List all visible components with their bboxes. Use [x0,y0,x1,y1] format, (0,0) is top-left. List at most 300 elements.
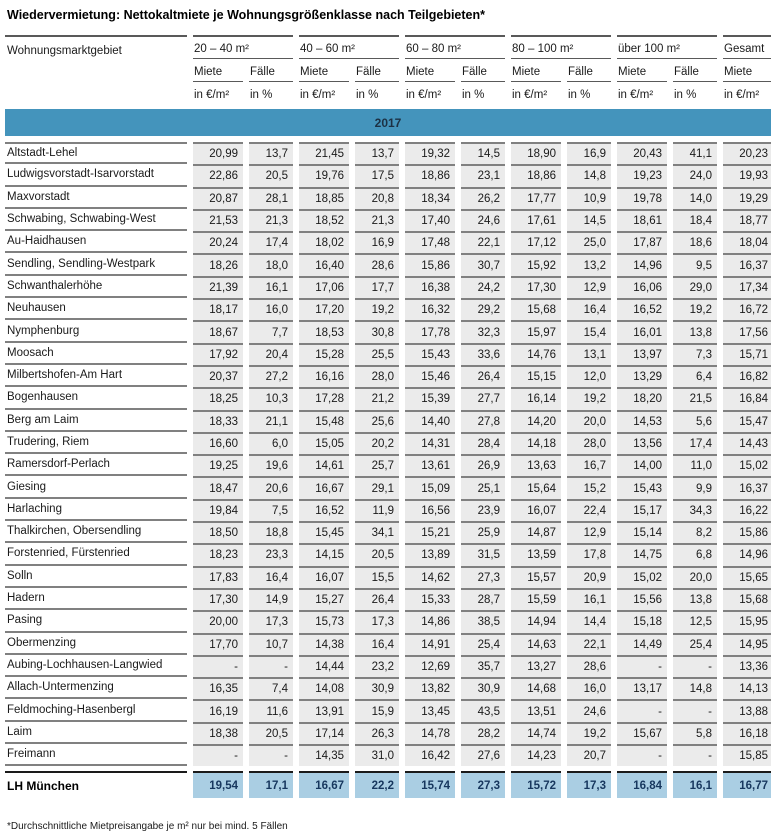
value-cell: 15,09 [405,476,455,498]
table-row [5,699,771,721]
table-body [5,142,771,766]
col-unit: in €/m² [194,89,230,101]
value-cell: 22,1 [567,633,611,655]
value-cell: 38,5 [461,610,505,632]
value-cell: 15,45 [299,521,349,543]
value-cell: 17,40 [405,209,455,231]
value-cell: 13,88 [723,699,771,721]
value-cell: 17,06 [299,276,349,298]
value-cell: 7,4 [249,677,293,699]
table-row [5,187,771,209]
value-cell: 18,0 [249,253,293,275]
value-cell: 15,17 [617,499,667,521]
value-cell: 17,8 [567,543,611,565]
value-cell: 16,0 [249,298,293,320]
col-label: Miete [405,59,455,82]
value-cell: 25,1 [461,476,505,498]
value-cell: 19,2 [567,722,611,744]
total-value-cell: 16,77 [723,771,771,798]
column-group-20-40: 20 – 40 m² [193,35,293,59]
value-cell: 22,1 [461,231,505,253]
col-label: Fälle [461,59,505,82]
value-cell: 14,13 [723,677,771,699]
value-cell: 19,29 [723,187,771,209]
value-cell: 18,67 [193,320,243,342]
value-cell: 15,86 [723,521,771,543]
value-cell: 14,91 [405,633,455,655]
table-header-measures [5,59,771,82]
value-cell: 17,30 [193,588,243,610]
value-cell: 20,23 [723,142,771,164]
value-cell: 7,7 [249,320,293,342]
value-cell: 13,51 [511,699,561,721]
value-cell: 19,6 [249,454,293,476]
value-cell: 15,64 [511,476,561,498]
value-cell: 15,2 [567,476,611,498]
value-cell: 20,8 [355,187,399,209]
table-row [5,164,771,186]
col-label: Fälle [673,59,717,82]
value-cell: 11,0 [673,454,717,476]
value-cell: 6,0 [249,432,293,454]
table-row [5,454,771,476]
value-cell: 15,68 [723,588,771,610]
table-row [5,276,771,298]
value-cell: 18,34 [405,187,455,209]
total-value-cell: 15,72 [511,771,561,798]
value-cell: 14,68 [511,677,561,699]
column-header-area: Wohnungsmarktgebiet [5,35,187,59]
value-cell: 14,35 [299,744,349,766]
column-group-80-100: 80 – 100 m² [511,35,611,59]
value-cell: 15,59 [511,588,561,610]
value-cell: 18,50 [193,521,243,543]
value-cell: 15,02 [723,454,771,476]
table-header-units [5,82,771,104]
value-cell: 7,3 [673,343,717,365]
value-cell: 17,30 [511,276,561,298]
value-cell: 21,2 [355,387,399,409]
value-cell: 15,05 [299,432,349,454]
value-cell: 11,6 [249,699,293,721]
value-cell: 17,61 [511,209,561,231]
district-name: Solln [5,566,187,588]
value-cell: 17,87 [617,231,667,253]
value-cell: 10,7 [249,633,293,655]
value-cell: 14,76 [511,343,561,365]
value-cell: 16,35 [193,677,243,699]
table-row [5,142,771,164]
value-cell: 17,48 [405,231,455,253]
value-cell: 13,8 [673,320,717,342]
value-cell: 24,2 [461,276,505,298]
value-cell: - [617,699,667,721]
value-cell: 5,6 [673,410,717,432]
value-cell: 17,34 [723,276,771,298]
table-row [5,633,771,655]
value-cell: - [617,655,667,677]
value-cell: 14,40 [405,410,455,432]
value-cell: 18,25 [193,387,243,409]
value-cell: 31,5 [461,543,505,565]
value-cell: 12,69 [405,655,455,677]
value-cell: 14,20 [511,410,561,432]
value-cell: 14,49 [617,633,667,655]
total-value-cell: 22,2 [355,771,399,798]
table-row [5,231,771,253]
value-cell: 13,17 [617,677,667,699]
value-cell: 7,5 [249,499,293,521]
value-cell: 16,38 [405,276,455,298]
value-cell: 17,5 [355,164,399,186]
value-cell: 25,6 [355,410,399,432]
value-cell: 17,70 [193,633,243,655]
value-cell: 17,3 [249,610,293,632]
value-cell: 18,47 [193,476,243,498]
value-cell: 15,21 [405,521,455,543]
district-name: Maxvorstadt [5,187,187,209]
col-unit: in % [462,89,485,101]
district-name: Berg am Laim [5,410,187,432]
value-cell: 13,7 [249,142,293,164]
value-cell: 13,2 [567,253,611,275]
table-row [5,209,771,231]
value-cell: 14,96 [723,543,771,565]
total-value-cell: 17,1 [249,771,293,798]
value-cell: 28,0 [567,432,611,454]
value-cell: 19,2 [355,298,399,320]
district-name: Neuhausen [5,298,187,320]
value-cell: 18,38 [193,722,243,744]
value-cell: - [673,699,717,721]
table-row [5,722,771,744]
value-cell: 34,1 [355,521,399,543]
value-cell: 16,22 [723,499,771,521]
col-label: Miete [723,59,771,82]
value-cell: 27,8 [461,410,505,432]
value-cell: 25,4 [673,633,717,655]
value-cell: 18,53 [299,320,349,342]
column-group-60-80: 60 – 80 m² [405,35,505,59]
value-cell: 12,0 [567,365,611,387]
value-cell: 17,78 [405,320,455,342]
value-cell: 16,37 [723,253,771,275]
value-cell: 26,2 [461,187,505,209]
total-row-name: LH München [5,771,187,798]
value-cell: 16,56 [405,499,455,521]
total-row [5,771,771,798]
value-cell: 16,19 [193,699,243,721]
value-cell: 17,14 [299,722,349,744]
district-name: Sendling, Sendling-Westpark [5,253,187,275]
col-label: Miete [193,59,243,82]
table-row [5,320,771,342]
value-cell: 13,27 [511,655,561,677]
table-row [5,744,771,766]
column-group-over-100: über 100 m² [617,35,717,59]
value-cell: 15,68 [511,298,561,320]
value-cell: 14,4 [567,610,611,632]
value-cell: 15,85 [723,744,771,766]
total-value-cell: 16,1 [673,771,717,798]
value-cell: 23,9 [461,499,505,521]
value-cell: 13,63 [511,454,561,476]
value-cell: 17,83 [193,566,243,588]
col-label: Miete [617,59,667,82]
district-name: Obermenzing [5,633,187,655]
value-cell: 20,0 [673,566,717,588]
value-cell: 15,18 [617,610,667,632]
value-cell: 14,23 [511,744,561,766]
value-cell: 18,52 [299,209,349,231]
district-name: Nymphenburg [5,320,187,342]
value-cell: 28,7 [461,588,505,610]
value-cell: 14,08 [299,677,349,699]
district-name: Allach-Untermenzing [5,677,187,699]
value-cell: 18,02 [299,231,349,253]
total-value-cell: 17,3 [567,771,611,798]
value-cell: 15,9 [355,699,399,721]
value-cell: 25,0 [567,231,611,253]
table-row [5,588,771,610]
value-cell: 28,2 [461,722,505,744]
table-row [5,677,771,699]
value-cell: 17,4 [249,231,293,253]
value-cell: 21,39 [193,276,243,298]
value-cell: 15,71 [723,343,771,365]
value-cell: 15,46 [405,365,455,387]
value-cell: 16,1 [249,276,293,298]
district-name: Feldmoching-Hasenbergl [5,699,187,721]
year-band: 2017 [5,109,771,136]
column-group-40-60: 40 – 60 m² [299,35,399,59]
value-cell: 15,92 [511,253,561,275]
value-cell: 28,0 [355,365,399,387]
value-cell: 20,2 [355,432,399,454]
value-cell: 30,8 [355,320,399,342]
value-cell: 16,14 [511,387,561,409]
value-cell: 5,8 [673,722,717,744]
value-cell: - [193,655,243,677]
value-cell: 29,0 [673,276,717,298]
value-cell: 14,94 [511,610,561,632]
table-row [5,343,771,365]
col-label: Miete [511,59,561,82]
value-cell: 12,9 [567,276,611,298]
value-cell: 16,4 [567,298,611,320]
value-cell: 32,3 [461,320,505,342]
value-cell: 14,0 [673,187,717,209]
value-cell: 16,4 [355,633,399,655]
value-cell: 14,74 [511,722,561,744]
table-row [5,476,771,498]
table-row [5,432,771,454]
value-cell: 16,4 [249,566,293,588]
value-cell: 20,9 [567,566,611,588]
value-cell: 14,87 [511,521,561,543]
value-cell: 19,93 [723,164,771,186]
value-cell: 33,6 [461,343,505,365]
value-cell: - [249,655,293,677]
total-value-cell: 16,84 [617,771,667,798]
value-cell: 15,4 [567,320,611,342]
value-cell: 14,43 [723,432,771,454]
value-cell: 27,6 [461,744,505,766]
value-cell: 14,75 [617,543,667,565]
value-cell: 13,56 [617,432,667,454]
value-cell: 21,5 [673,387,717,409]
value-cell: 13,59 [511,543,561,565]
value-cell: 18,23 [193,543,243,565]
value-cell: 16,07 [511,499,561,521]
value-cell: 14,38 [299,633,349,655]
value-cell: 14,5 [461,142,505,164]
value-cell: 16,60 [193,432,243,454]
value-cell: 13,82 [405,677,455,699]
value-cell: 19,84 [193,499,243,521]
value-cell: 19,2 [567,387,611,409]
value-cell: 17,12 [511,231,561,253]
value-cell: 16,01 [617,320,667,342]
value-cell: 15,47 [723,410,771,432]
value-cell: 14,15 [299,543,349,565]
col-unit: in €/m² [300,89,336,101]
value-cell: 14,5 [567,209,611,231]
value-cell: 28,6 [567,655,611,677]
value-cell: 21,1 [249,410,293,432]
value-cell: 13,45 [405,699,455,721]
col-label: Miete [299,59,349,82]
value-cell: 13,61 [405,454,455,476]
value-cell: 15,56 [617,588,667,610]
value-cell: 27,3 [461,566,505,588]
district-name: Giesing [5,476,187,498]
value-cell: 15,57 [511,566,561,588]
table-row [5,365,771,387]
col-label: Fälle [567,59,611,82]
table-row [5,543,771,565]
total-value-cell: 19,54 [193,771,243,798]
value-cell: 18,04 [723,231,771,253]
value-cell: 26,9 [461,454,505,476]
value-cell: 16,52 [617,298,667,320]
value-cell: 14,61 [299,454,349,476]
district-name: Laim [5,722,187,744]
value-cell: 16,9 [567,142,611,164]
district-name: Ramersdorf-Perlach [5,454,187,476]
district-name: Harlaching [5,499,187,521]
table-row [5,655,771,677]
value-cell: 20,5 [249,722,293,744]
value-cell: 15,43 [617,476,667,498]
value-cell: 16,37 [723,476,771,498]
value-cell: 15,27 [299,588,349,610]
table-row [5,253,771,275]
district-name: Aubing-Lochhausen-Langwied [5,655,187,677]
value-cell: 30,9 [355,677,399,699]
district-name: Bogenhausen [5,387,187,409]
value-cell: 15,15 [511,365,561,387]
header-spacer [5,59,187,82]
value-cell: 14,78 [405,722,455,744]
value-cell: 13,89 [405,543,455,565]
value-cell: 24,6 [567,699,611,721]
value-cell: 19,78 [617,187,667,209]
value-cell: 20,87 [193,187,243,209]
value-cell: 23,1 [461,164,505,186]
value-cell: 15,73 [299,610,349,632]
value-cell: 15,14 [617,521,667,543]
district-name: Forstenried, Fürstenried [5,543,187,565]
district-name: Schwanthalerhöhe [5,276,187,298]
value-cell: 13,91 [299,699,349,721]
value-cell: 20,4 [249,343,293,365]
value-cell: 15,33 [405,588,455,610]
value-cell: - [673,655,717,677]
table-row [5,521,771,543]
value-cell: 31,0 [355,744,399,766]
value-cell: 29,2 [461,298,505,320]
col-unit: in % [250,89,273,101]
value-cell: 16,06 [617,276,667,298]
value-cell: 15,67 [617,722,667,744]
value-cell: 14,9 [249,588,293,610]
value-cell: 20,5 [355,543,399,565]
value-cell: 30,9 [461,677,505,699]
district-name: Altstadt-Lehel [5,142,187,164]
value-cell: 15,02 [617,566,667,588]
value-cell: 20,37 [193,365,243,387]
value-cell: 20,7 [567,744,611,766]
value-cell: 15,65 [723,566,771,588]
value-cell: 20,0 [567,410,611,432]
value-cell: 23,3 [249,543,293,565]
value-cell: 18,4 [673,209,717,231]
value-cell: 20,5 [249,164,293,186]
value-cell: 29,1 [355,476,399,498]
value-cell: 8,2 [673,521,717,543]
district-name: Schwabing, Schwabing-West [5,209,187,231]
total-value-cell: 16,67 [299,771,349,798]
value-cell: 16,42 [405,744,455,766]
col-unit: in €/m² [512,89,548,101]
value-cell: 16,16 [299,365,349,387]
value-cell: 16,7 [567,454,611,476]
value-cell: 16,67 [299,476,349,498]
district-name: Au-Haidhausen [5,231,187,253]
district-name: Freimann [5,744,187,766]
value-cell: 20,24 [193,231,243,253]
total-value-cell: 27,3 [461,771,505,798]
value-cell: 13,36 [723,655,771,677]
value-cell: 20,99 [193,142,243,164]
col-unit: in €/m² [618,89,654,101]
table-row [5,566,771,588]
value-cell: 15,43 [405,343,455,365]
value-cell: 14,86 [405,610,455,632]
page-title: Wiedervermietung: Nettokaltmiete je Wohnungsgrößenklasse nach Teilgebieten* [7,8,485,22]
value-cell: 18,26 [193,253,243,275]
value-cell: 41,1 [673,142,717,164]
table-row [5,387,771,409]
value-cell: 13,29 [617,365,667,387]
value-cell: 14,62 [405,566,455,588]
district-name: Hadern [5,588,187,610]
value-cell: 20,6 [249,476,293,498]
value-cell: 13,8 [673,588,717,610]
col-label: Fälle [249,59,293,82]
value-cell: 14,8 [673,677,717,699]
